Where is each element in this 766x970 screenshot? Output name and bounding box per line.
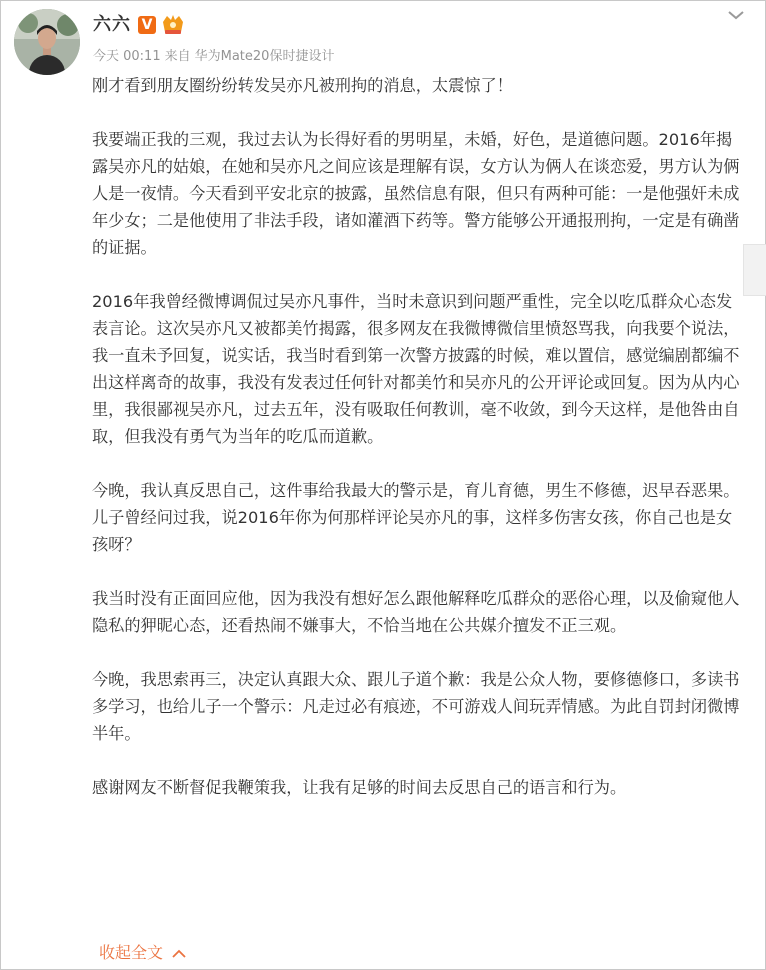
source-prefix: 来自: [164, 49, 191, 64]
post-text: [92, 72, 742, 801]
verified-badge-icon: V: [138, 16, 156, 34]
avatar[interactable]: [14, 9, 80, 75]
chevron-up-icon: [171, 948, 187, 960]
post-paragraph: 我当时没有正面回应他，因为我没有想好怎么跟他解释吃瓜群众的恶俗心理，以及偷窥他人隐私的狎昵心态，还看热闹不嫌事大，不恰当地在公共媒介擅发不正三观。: [92, 589, 740, 635]
post-paragraph: 我要端正我的三观，我过去认为长得好看的男明星，未婚，好色，是道德问题。2016年揭露吴亦凡的姑娘，在她和吴亦凡之间应该是理解有误，女方认为俩人在谈恋爱，男方认为俩人是一夜情。今天看到平安北京的披露，虽然信息有限，但只有两种可能：一是他强奸未成年少女；二是他使用了非法手段，诸如灌酒下药等。警方能够公开通报刑拘，一定是有确凿的证据。: [92, 130, 740, 257]
post-paragraph: 今晚，我思索再三，决定认真跟大众、跟儿子道个歉：我是公众人物，要修德修口，多读书多学习，也给儿子一个警示：凡走过必有痕迹，不可游戏人间玩弄情感。为此自罚封闭微博半年。: [92, 670, 740, 743]
post-paragraph: 2016年我曾经微博调侃过吴亦凡事件，当时未意识到问题严重性，完全以吃瓜群众心态发表言论。这次吴亦凡又被都美竹揭露，很多网友在我微博微信里愤怒骂我，向我要个说法，我一直未予回复，说实话，我当时看到第一次警方披露的时候，难以置信，感觉编剧都编不出这样离奇的故事，我没有发表过任何针对都美竹和吴亦凡的公开评论或回复。因为从内心里，我很鄙视吴亦凡，过去五年，没有吸取任何教训，毫不收敛，到今天这样，是他咎由自取，但我没有勇气为当年的吃瓜而道歉。: [92, 292, 740, 446]
post-time[interactable]: 今天 00:11: [93, 49, 161, 64]
side-scroll-tab[interactable]: [743, 244, 766, 296]
collapse-text-button[interactable]: [99, 941, 187, 965]
username[interactable]: 六六: [93, 14, 131, 35]
post-meta: [93, 48, 338, 66]
post-paragraph: 感谢网友不断督促我鞭策我，让我有足够的时间去反思自己的语言和行为。: [92, 778, 627, 797]
vip-level-icon[interactable]: [161, 14, 185, 36]
post-source[interactable]: 华为Mate20保时捷设计: [194, 49, 335, 64]
post-menu-button[interactable]: [724, 5, 748, 25]
avatar-image-icon: [14, 9, 80, 75]
post-paragraph: 刚才看到朋友圈纷纷转发吴亦凡被刑拘的消息，太震惊了！: [92, 76, 513, 95]
chevron-down-icon: [724, 5, 748, 25]
post-paragraph: 今晚，我认真反思自己，这件事给我最大的警示是，育儿育德，男生不修德，迟早吞恶果。儿子曾经问过我，说2016年你为何那样评论吴亦凡的事，这样多伤害女孩，你自己也是女孩呀？: [92, 481, 740, 554]
collapse-label: 收起全文: [99, 943, 164, 962]
